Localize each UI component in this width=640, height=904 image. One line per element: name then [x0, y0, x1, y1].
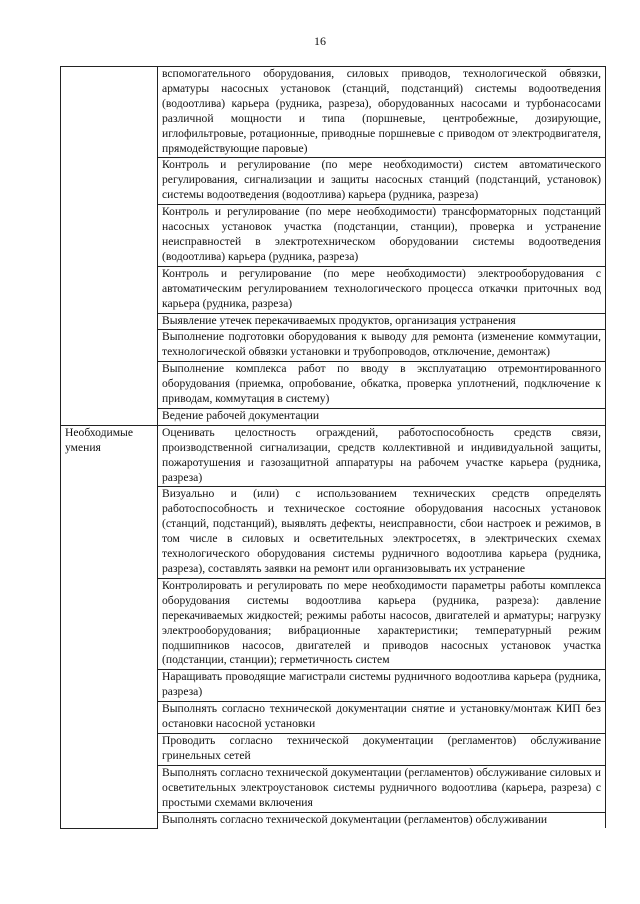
table-cell-text: Выполнять согласно технической документации (регламентов) обслуживание силовых и осветительных электроустановок системы рудничного водоотлива (карьера, разреза) с простыми схемами включения — [158, 765, 606, 812]
table-cell-text: Выполнение комплекса работ по вводу в эксплуатацию отремонтированного оборудования (приемка, опробование, обкатка, проверка уплотнений, подключение к приводам, коммутация в систему) — [158, 362, 606, 409]
table-row — [61, 67, 606, 158]
table-cell-text: Контроль и регулирование (по мере необходимости) трансформаторных подстанций насосных установок участка (подстанции, станции), проверка и устранение неисправностей в электротехническом оборудовании системы водоотведения (водоотлива) карьера (рудника, разреза) — [158, 205, 606, 267]
table-cell-text: Контроль и регулирование (по мере необходимости) электрооборудования с автоматическим регулированием технологического процесса откачки приточных вод карьера (рудника, разреза) — [158, 266, 606, 313]
table-cell-text: Выполнять согласно технической документации (регламентов) обслуживании — [158, 812, 606, 828]
table-cell-text: Выполнять согласно технической документации снятие и установку/монтаж КИП без остановки насосной установки — [158, 702, 606, 734]
table-cell-text: Контролировать и регулировать по мере необходимости параметры работы комплекса оборудования системы водоотлива карьера (рудника, разреза): давление перекачиваемых жидкостей; режимы работы насосов, двигателей и арматуры; нагрузку электрооборудования; вибрационные характеристики; температурный режим подшипников насосов, двигателей и приводов насосных установок участка (подстанции, станции); герметичность систем — [158, 578, 606, 669]
table-cell-text: Проводить согласно технической документации (регламентов) обслуживание гринельных сетей — [158, 733, 606, 765]
page-number: 16 — [314, 34, 326, 48]
skills-table — [60, 66, 606, 829]
table-cell-text: вспомогательного оборудования, силовых приводов, технологической обвязки, арматуры насосных установок (станций, подстанций) системы водоотведения (водоотлива) карьера (рудника, разреза), оборудованных насосами и турбонасосами различной мощности и типа (поршневые, центробежные, дозирующие, иглофильтровые, ротационные, приводные поршневые с приводом от электродвигателя, прямодействующие паровые) — [158, 67, 606, 158]
table-cell-text: Контроль и регулирование (по мере необходимости) систем автоматического регулирования, сигнализации и защиты насосных станций (подстанций, установок) системы водоотведения (водоотлива) карьера (рудника, разреза) — [158, 158, 606, 205]
table-cell-text: Оценивать целостность ограждений, работоспособность средств связи, производственной сигнализации, средств коллективной и индивидуальной защиты, пожаротушения и газозащитной аппаратуры на рабочем участке карьера (рудника, разреза) — [158, 425, 606, 487]
table-cell-text: Ведение рабочей документации — [158, 408, 606, 425]
table-cell-text: Выполнение подготовки оборудования к выводу для ремонта (изменение коммутации, технологической обвязки установки и трубопроводов, отключение, демонтаж) — [158, 330, 606, 362]
row-label-cell — [61, 67, 158, 426]
table-row — [61, 425, 606, 487]
table-cell-text: Наращивать проводящие магистрали системы рудничного водоотлива карьера (рудника, разреза) — [158, 670, 606, 702]
row-label-cell: Необходимые умения — [61, 425, 158, 828]
table-cell-text: Визуально и (или) с использованием технических средств определять работоспособность и техническое состояние оборудования насосных установок (станций, подстанций), выявлять дефекты, неисправности, сбои настроек и режимов, в том числе в силовых и осветительных электросетях, в электрических схемах технологического оборудования системы рудничного водоотлива карьера (рудника, разреза), составлять заявки на ремонт или организовывать их устранение — [158, 487, 606, 578]
table-cell-text: Выявление утечек перекачиваемых продуктов, организация устранения — [158, 313, 606, 330]
